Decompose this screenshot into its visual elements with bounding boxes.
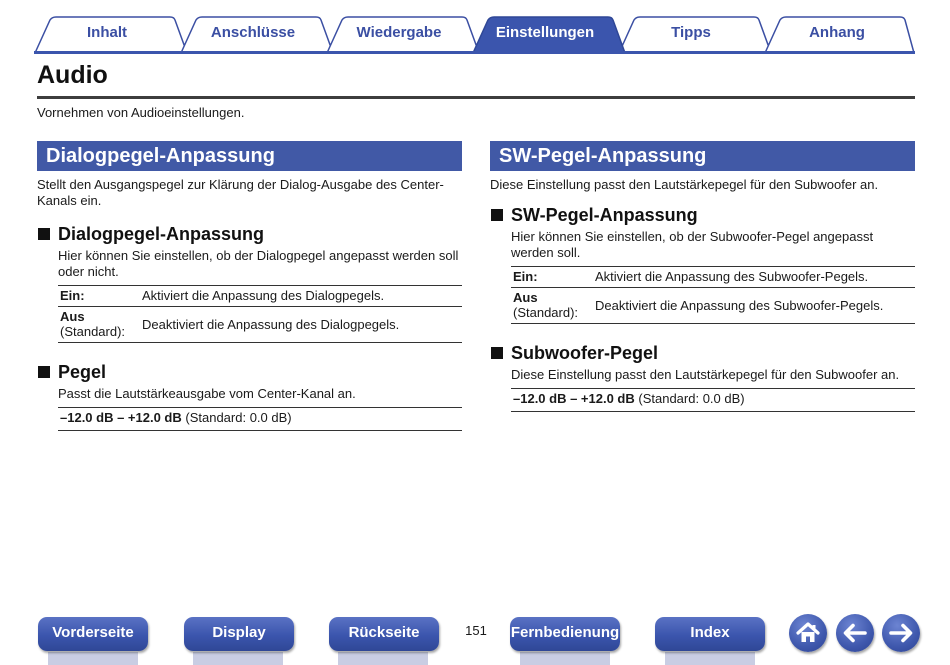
subsection-title: SW-Pegel-Anpassung (511, 205, 698, 225)
range-default: (Standard: 0.0 dB) (634, 391, 745, 406)
subsection-title: Dialogpegel-Anpassung (58, 224, 265, 244)
range-row (511, 388, 915, 412)
tab-anhang[interactable]: Anhang (809, 24, 865, 41)
button-shadow-strip (520, 652, 610, 665)
range-value: –12.0 dB – +12.0 dB (513, 391, 635, 406)
range-value: –12.0 dB – +12.0 dB (60, 410, 182, 425)
tab-anschluesse[interactable]: Anschlüsse (210, 24, 296, 41)
subsection-subwoofer-pegel (490, 342, 915, 412)
section-header-dialogpegel: Dialogpegel-Anpassung (37, 141, 462, 171)
subsection-sw-pegel (490, 204, 915, 324)
subsection-heading (37, 361, 462, 383)
subsection-desc: Hier können Sie einstellen, ob der Subwoofer-Pegel angepasst werden soll. (511, 229, 874, 260)
home-icon (789, 614, 827, 652)
table-row (58, 286, 462, 307)
remote-control-button[interactable]: Fernbedienung (510, 617, 620, 651)
display-button[interactable]: Display (184, 617, 294, 651)
tab-tipps[interactable]: Tipps (671, 24, 711, 41)
range-default: (Standard: 0.0 dB) (181, 410, 292, 425)
subsection-desc: Hier können Sie einstellen, ob der Dialogpegel angepasst werden soll oder nicht. (58, 248, 459, 279)
square-bullet-icon (38, 228, 50, 240)
square-bullet-icon (491, 209, 503, 221)
title-rule (37, 96, 915, 99)
left-column (37, 141, 462, 431)
button-shadow-strip (48, 652, 138, 665)
arrow-left-icon (836, 614, 874, 652)
page-number: 151 (465, 623, 487, 638)
range-row (58, 407, 462, 431)
table-row (511, 267, 915, 288)
section-desc: Diese Einstellung passt den Lautstärkepegel für den Subwoofer an. (490, 177, 879, 192)
table-row (58, 307, 462, 343)
options-table (58, 285, 462, 343)
arrow-right-icon (882, 614, 920, 652)
option-key: Ein: (513, 269, 538, 284)
button-shadow-strip (193, 652, 283, 665)
front-panel-button[interactable]: Vorderseite (38, 617, 148, 651)
page-intro: Vornehmen von Audioeinstellungen. (37, 105, 245, 120)
square-bullet-icon (491, 347, 503, 359)
subsection-heading (490, 204, 915, 226)
home-button[interactable] (789, 614, 827, 652)
button-shadow-strip (665, 652, 755, 665)
forward-button[interactable] (882, 614, 920, 652)
tab-inhalt[interactable]: Inhalt (87, 24, 127, 41)
option-key: Aus (513, 290, 538, 305)
back-button[interactable] (836, 614, 874, 652)
subsection-heading (490, 342, 915, 364)
option-default: (Standard): (60, 324, 126, 339)
rear-panel-button[interactable]: Rückseite (329, 617, 439, 651)
option-value: Deaktiviert die Anpassung des Dialogpegels. (142, 316, 400, 332)
button-shadow-strip (338, 652, 428, 665)
right-column (490, 141, 915, 412)
subsection-heading (37, 223, 462, 245)
subsection-title: Pegel (58, 362, 107, 382)
options-table (511, 266, 915, 324)
option-value: Aktiviert die Anpassung des Dialogpegels. (142, 288, 385, 303)
option-key-cell (511, 288, 593, 324)
page-title: Audio (37, 61, 108, 89)
table-row (511, 288, 915, 324)
subsection-dialogpegel (37, 223, 462, 343)
option-key: Aus (60, 309, 85, 324)
option-key-cell (58, 307, 140, 343)
option-default: (Standard): (513, 305, 579, 320)
subsection-pegel (37, 361, 462, 431)
section-desc: Stellt den Ausgangspegel zur Klärung der Dialog-Ausgabe des Center-Kanals ein. (37, 177, 444, 208)
index-button[interactable]: Index (655, 617, 765, 651)
option-value: Aktiviert die Anpassung des Subwoofer-Pegels. (595, 269, 869, 284)
option-key: Ein: (60, 288, 85, 303)
subsection-title: Subwoofer-Pegel (511, 343, 659, 363)
subsection-desc: Diese Einstellung passt den Lautstärkepegel für den Subwoofer an. (511, 367, 900, 382)
subsection-desc: Passt die Lautstärkeausgabe vom Center-Kanal an. (58, 386, 356, 401)
square-bullet-icon (38, 366, 50, 378)
tab-bar (34, 16, 915, 54)
tab-wiedergabe[interactable]: Wiedergabe (356, 24, 442, 41)
section-header-sw-pegel: SW-Pegel-Anpassung (490, 141, 915, 171)
option-value: Deaktiviert die Anpassung des Subwoofer-Pegels. (595, 297, 884, 313)
tab-einstellungen[interactable]: Einstellungen (495, 24, 595, 41)
